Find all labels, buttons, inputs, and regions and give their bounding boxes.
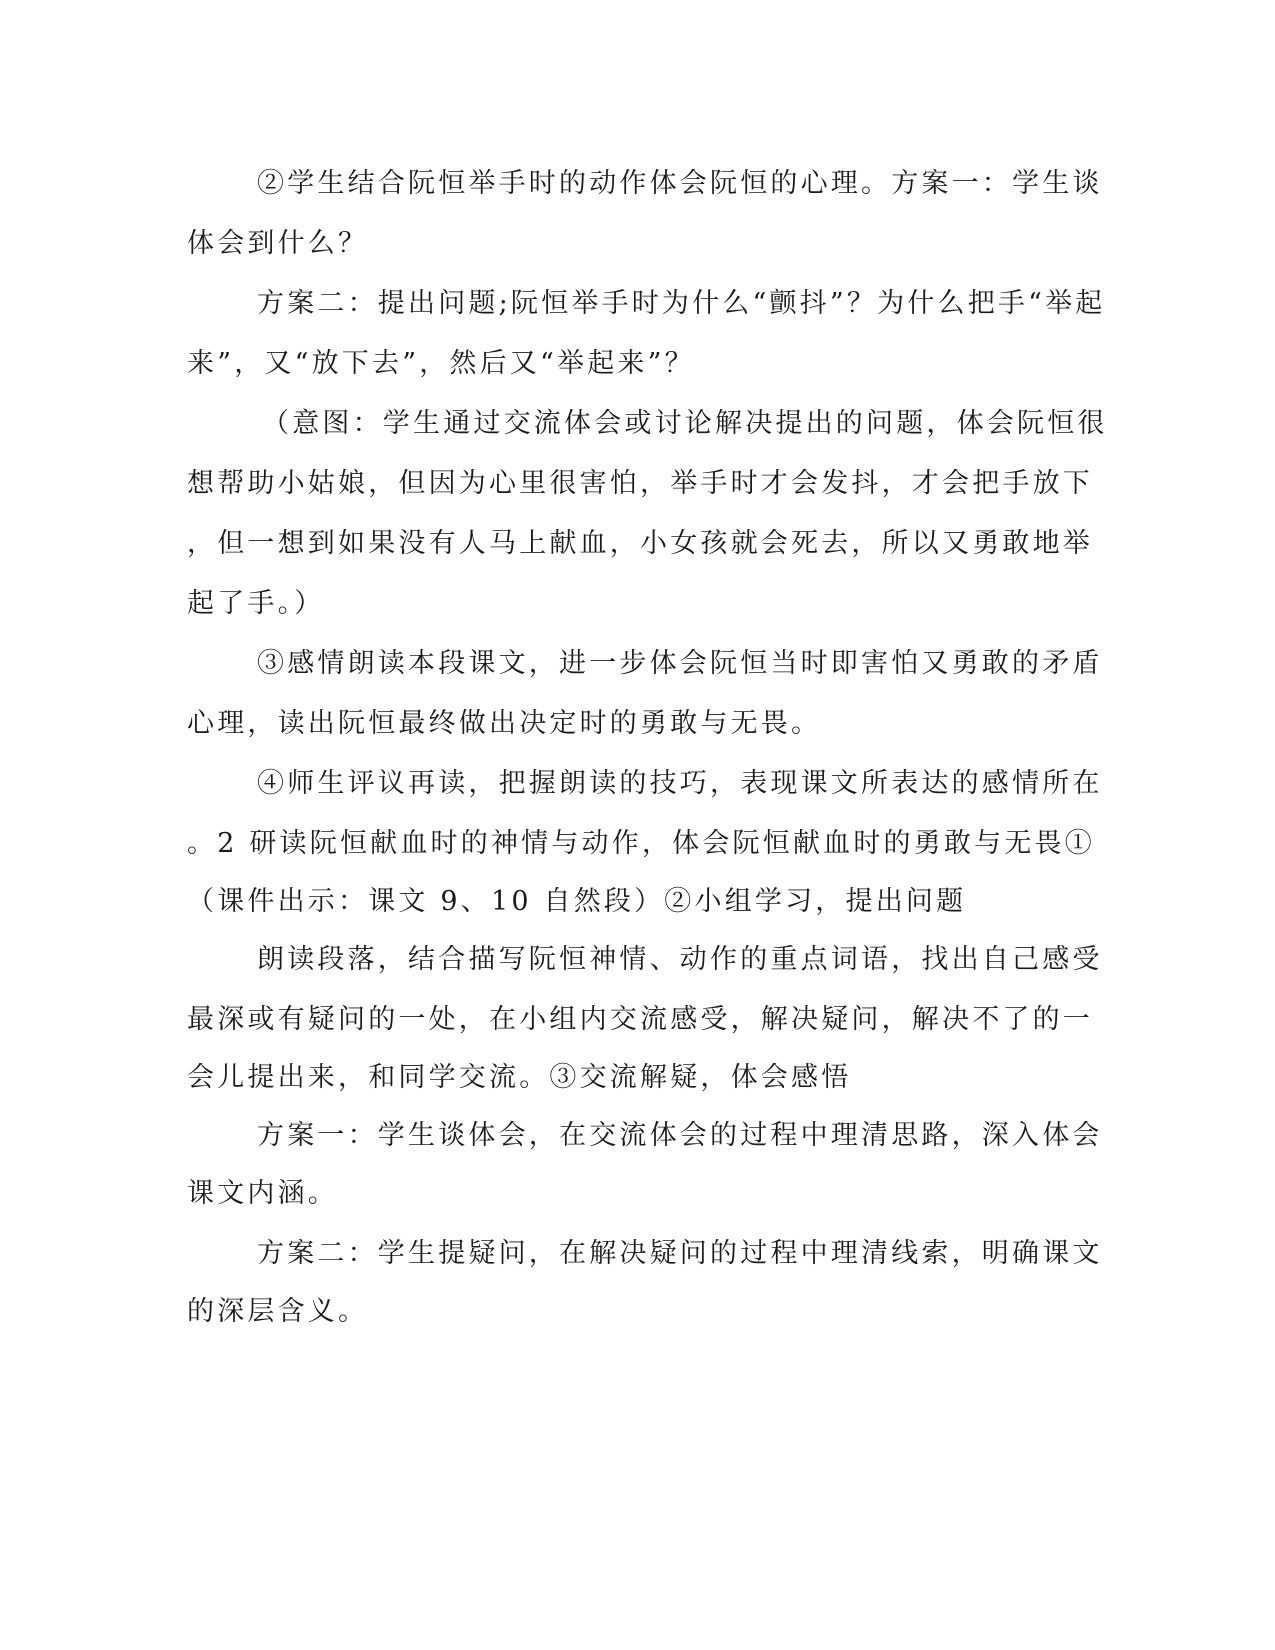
text-line: ③感情朗读本段课文，进一步体会阮恒当时即害怕又勇敢的矛盾: [257, 648, 1103, 679]
text-line: 课文内涵。: [187, 1178, 338, 1209]
text-line: 方案二：提出问题;阮恒举手时为什么“颤抖”？为什么把手“举起: [257, 288, 1106, 319]
text-line: （意图：学生通过交流体会或讨论解决提出的问题，体会阮恒很: [262, 408, 1108, 439]
text-line: （课件出示：课文 9、10 自然段）②小组学习，提出问题: [187, 886, 967, 917]
text-line: 最深或有疑问的一处，在小组内交流感受，解决疑问，解决不了的一: [187, 1004, 1093, 1035]
text-line: ②学生结合阮恒举手时的动作体会阮恒的心理。方案一：学生谈: [257, 168, 1103, 199]
text-line: ④师生评议再读，把握朗读的技巧，表现课文所表达的感情所在: [257, 768, 1103, 799]
text-line: 。2 研读阮恒献血时的神情与动作，体会阮恒献血时的勇敢与无畏①: [187, 828, 1095, 859]
text-line: 朗读段落，结合描写阮恒神情、动作的重点词语，找出自己感受: [257, 944, 1103, 975]
text-line: 体会到什么？: [187, 228, 369, 259]
text-line: 心理，读出阮恒最终做出决定时的勇敢与无畏。: [187, 708, 822, 739]
text-line: 来”，又“放下去”，然后又“举起来”？: [187, 348, 695, 379]
text-line: 起了手。）: [187, 588, 325, 619]
text-line: 想帮助小姑娘，但因为心里很害怕，举手时才会发抖，才会把手放下: [187, 468, 1093, 499]
text-line: ，但一想到如果没有人马上献血，小女孩就会死去，所以又勇敢地举: [187, 528, 1093, 559]
text-line: 会儿提出来，和同学交流。③交流解疑，体会感悟: [187, 1062, 852, 1093]
text-line: 方案二：学生提疑问，在解决疑问的过程中理清线索，明确课文: [257, 1238, 1103, 1269]
text-line: 的深层含义。: [187, 1296, 369, 1327]
text-line: 方案一：学生谈体会，在交流体会的过程中理清思路，深入体会: [257, 1120, 1103, 1151]
